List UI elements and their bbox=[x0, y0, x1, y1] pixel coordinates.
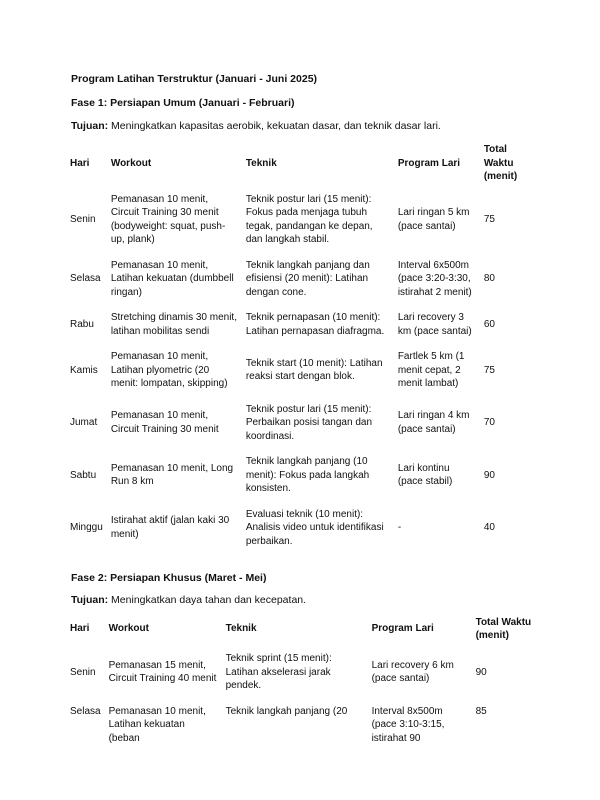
table-row bbox=[66, 253, 528, 306]
total-waktu-cell: 60 bbox=[483, 318, 495, 330]
table-header-row bbox=[66, 612, 542, 646]
day-cell: Senin bbox=[70, 213, 96, 225]
table-row bbox=[66, 449, 528, 502]
total-waktu-cell: 70 bbox=[483, 417, 495, 428]
table-header-row bbox=[66, 140, 528, 187]
col-header-workout: Workout bbox=[110, 157, 152, 169]
table-row bbox=[66, 646, 542, 699]
workout-cell: Pemanasan 10 menit, Circuit Training 30 menit (bodyweight: squat, push-up, plank) bbox=[110, 193, 226, 245]
table-row bbox=[66, 502, 528, 555]
total-waktu-cell: 40 bbox=[483, 522, 495, 533]
program-lari-cell: Lari recovery 3 km (pace santai) bbox=[397, 312, 472, 337]
total-waktu-cell: 80 bbox=[483, 273, 495, 284]
table-row bbox=[66, 344, 528, 397]
day-cell: Sabtu bbox=[70, 469, 97, 481]
teknik-cell: Teknik start (10 menit): Latihan reaksi start dengan blok. bbox=[245, 357, 383, 383]
day-cell: Minggu bbox=[70, 522, 103, 533]
program-lari-cell: Lari ringan 5 km (pace santai) bbox=[397, 207, 470, 232]
program-lari-cell: Lari kontinu (pace stabil) bbox=[397, 462, 453, 488]
teknik-cell: Teknik langkah panjang (10 menit): Fokus pada langkah konsisten. bbox=[245, 456, 370, 494]
goal-label: Tujuan: bbox=[71, 594, 109, 606]
col-header-program-lari: Program Lari bbox=[371, 623, 434, 635]
col-header-program-lari: Program Lari bbox=[397, 157, 461, 169]
day-cell: Selasa bbox=[70, 273, 101, 284]
goal-text: Meningkatkan daya tahan dan kecepatan. bbox=[108, 594, 307, 606]
program-lari-cell: - bbox=[397, 522, 402, 533]
phase-2-goal bbox=[71, 594, 306, 606]
day-cell: Selasa bbox=[70, 705, 101, 717]
table-row bbox=[66, 187, 528, 253]
teknik-cell: Teknik pernapasan (10 menit): Latihan pernapasan diafragma. bbox=[245, 312, 385, 337]
day-cell: Jumat bbox=[70, 417, 98, 428]
workout-cell: Pemanasan 10 menit, Circuit Training 30 menit bbox=[110, 410, 219, 435]
col-header-hari: Hari bbox=[70, 157, 90, 169]
workout-cell: Pemanasan 10 menit, Latihan kekuatan (dumbbell ringan) bbox=[110, 259, 234, 298]
total-waktu-cell: 75 bbox=[483, 364, 495, 376]
workout-cell: Pemanasan 10 menit, Long Run 8 km bbox=[110, 462, 234, 488]
teknik-cell: Teknik langkah panjang (20 bbox=[225, 705, 348, 717]
total-waktu-cell: 75 bbox=[483, 213, 495, 225]
workout-cell: Istirahat aktif (jalan kaki 30 menit) bbox=[110, 515, 230, 540]
col-header-total-waktu: Total Waktu (menit) bbox=[483, 144, 518, 182]
day-cell: Kamis bbox=[70, 364, 98, 376]
total-waktu-cell: 90 bbox=[483, 469, 495, 481]
goal-label: Tujuan: bbox=[71, 120, 109, 132]
table-row bbox=[66, 699, 542, 752]
program-lari-cell: Interval 6x500m (pace 3:20-3:30, istirahat 2 menit) bbox=[397, 259, 472, 298]
phase-2-heading: Fase 2: Persiapan Khusus (Maret - Mei) bbox=[71, 572, 267, 584]
col-header-hari: Hari bbox=[70, 623, 90, 635]
day-cell: Senin bbox=[70, 666, 96, 678]
workout-cell: Pemanasan 15 menit, Circuit Training 40 menit bbox=[108, 659, 217, 685]
total-waktu-cell: 90 bbox=[475, 666, 487, 678]
teknik-cell: Teknik postur lari (15 menit): Fokus pada menjaga tubuh tegak, pandangan ke depan, dan langkah stabil. bbox=[245, 193, 373, 245]
phase-2-table bbox=[66, 612, 542, 751]
teknik-cell: Evaluasi teknik (10 menit): Analisis video untuk identifikasi perbaikan. bbox=[245, 508, 384, 547]
teknik-cell: Teknik langkah panjang dan efisiensi (20 menit): Latihan dengan cone. bbox=[245, 259, 370, 298]
program-lari-cell: Lari recovery 6 km (pace santai) bbox=[371, 659, 454, 685]
teknik-cell: Teknik sprint (15 menit): Latihan akselerasi jarak pendek. bbox=[225, 653, 332, 691]
phase-1-table bbox=[66, 140, 528, 554]
total-waktu-cell: 85 bbox=[475, 705, 487, 717]
col-header-teknik: Teknik bbox=[245, 157, 277, 169]
teknik-cell: Teknik postur lari (15 menit): Perbaikan posisi tangan dan koordinasi. bbox=[245, 403, 373, 442]
phase-1-heading: Fase 1: Persiapan Umum (Januari - Februari) bbox=[71, 97, 295, 109]
workout-cell: Pemanasan 10 menit, Latihan plyometric (20 menit: lompatan, skipping) bbox=[110, 351, 228, 389]
col-header-total-waktu: Total Waktu (menit) bbox=[475, 616, 532, 641]
document-title: Program Latihan Terstruktur (Januari - Juni 2025) bbox=[71, 73, 318, 85]
goal-text: Meningkatkan kapasitas aerobik, kekuatan dasar, dan teknik dasar lari. bbox=[108, 120, 441, 132]
program-lari-cell: Fartlek 5 km (1 menit cepat, 2 menit lambat) bbox=[397, 351, 465, 389]
col-header-teknik: Teknik bbox=[225, 623, 257, 635]
program-lari-cell: Lari ringan 4 km (pace santai) bbox=[397, 410, 470, 435]
phase-1-goal bbox=[71, 120, 441, 132]
workout-cell: Stretching dinamis 30 menit, latihan mobilitas sendi bbox=[110, 312, 237, 337]
table-row bbox=[66, 397, 528, 450]
table-row bbox=[66, 305, 528, 344]
day-cell: Rabu bbox=[70, 318, 94, 330]
col-header-workout: Workout bbox=[108, 623, 149, 635]
workout-cell: Pemanasan 10 menit, Latihan kekuatan (beban bbox=[108, 705, 206, 744]
program-lari-cell: Interval 8x500m (pace 3:10-3:15, istirahat 90 bbox=[371, 705, 445, 744]
